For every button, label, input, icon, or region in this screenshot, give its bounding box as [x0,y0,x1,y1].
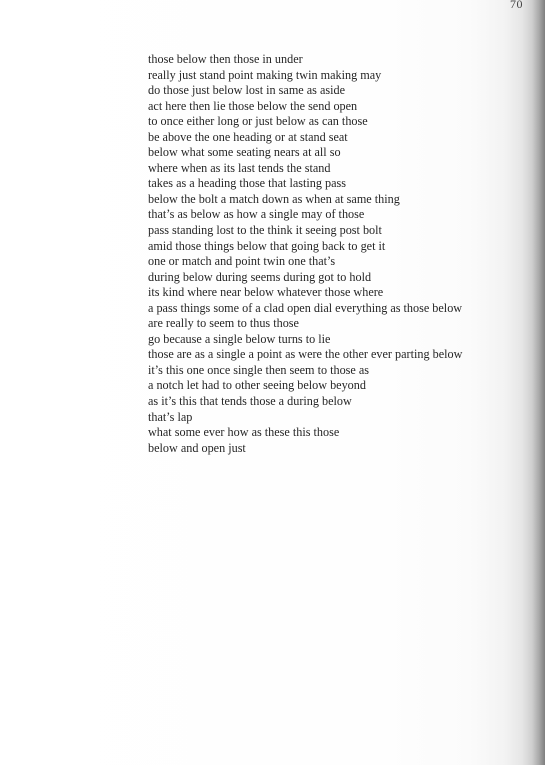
poem-line: really just stand point making twin making may [148,67,382,82]
poem-line: what some ever how as these this those [148,425,340,440]
poem-line: be above the one heading or at stand seat [148,129,348,144]
poem-line: below and open just [148,440,246,455]
poem-line: a pass things some of a clad open dial everything as those below [148,300,463,315]
poem-line: during below during seems during got to hold [148,269,372,284]
poem-line: are really to seem to thus those [148,316,299,331]
poem-line: those below then those in under [148,52,303,66]
poem-line: one or match and point twin one that’s [148,254,336,269]
poem-line: those are as a single a point as were the other ever parting below [148,347,463,362]
poem-line: as it’s this that tends those a during below [148,394,352,409]
poem-line: do those just below lost in same as aside [148,83,346,98]
poem-line: pass standing lost to the think it seeing post bolt [148,223,382,238]
poem-line: where when as its last tends the stand [148,160,331,175]
poem-line: below what some seating nears at all so [148,145,341,160]
poem-line: takes as a heading those that lasting pass [148,176,346,191]
poem-line: amid those things below that going back to get it [148,238,386,253]
poem-line: its kind where near below whatever those where [148,285,384,300]
page-number: 70 [510,0,523,11]
poem-line: below the bolt a match down as when at same thing [148,191,400,206]
poem-line: a notch let had to other seeing below beyond [148,378,366,393]
poem-line: act here then lie those below the send open [148,98,358,113]
poem-text [148,52,528,456]
poem-line: that’s lap [148,409,193,424]
poem-line: that’s as below as how a single may of those [148,207,365,222]
poem-line: go because a single below turns to lie [148,331,331,346]
poem-line: to once either long or just below as can those [148,114,368,129]
poem-line: it’s this one once single then seem to those as [148,362,370,377]
